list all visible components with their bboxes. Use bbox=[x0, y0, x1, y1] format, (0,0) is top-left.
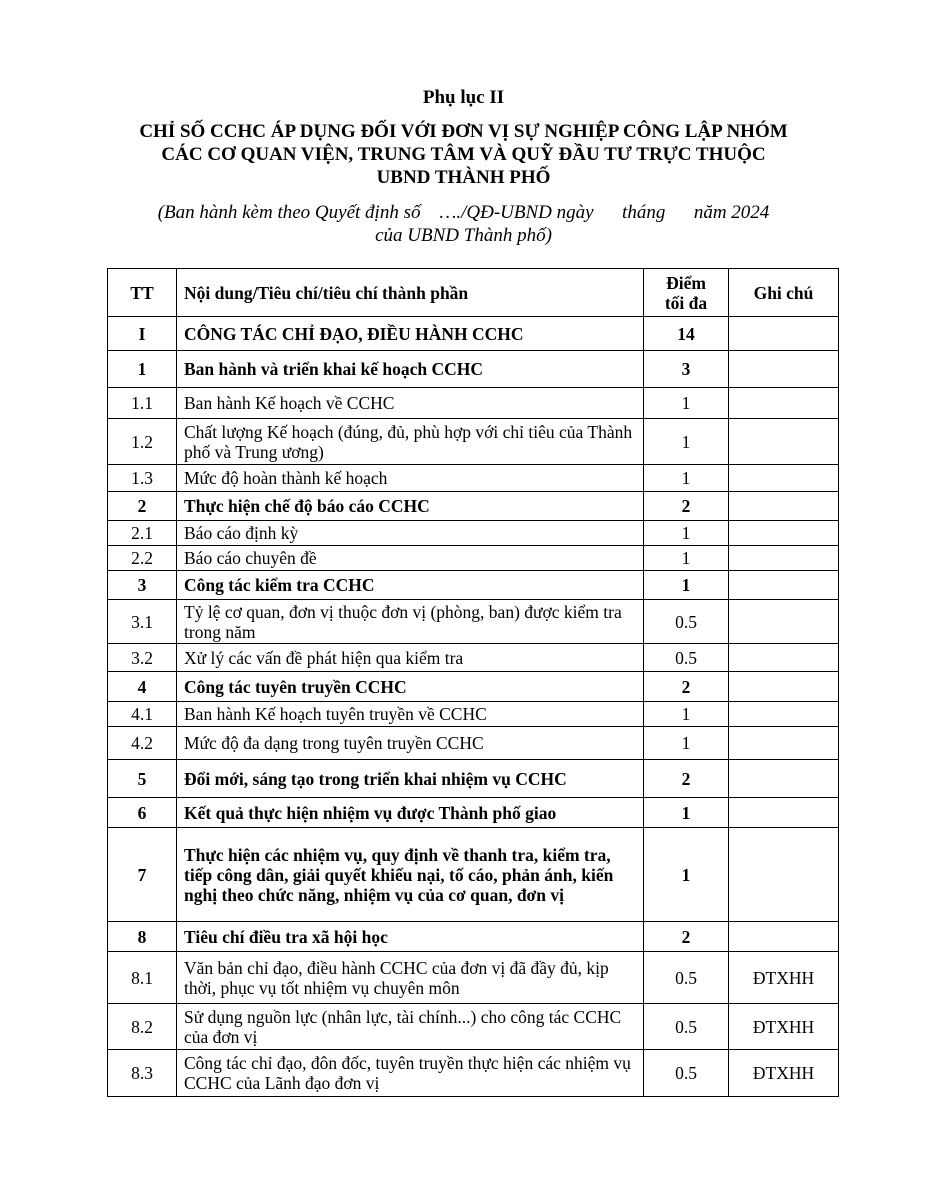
header-tt: TT bbox=[108, 269, 177, 317]
row-content-cell: Ban hành Kế hoạch về CCHC bbox=[177, 388, 644, 419]
row-content-cell: Báo cáo chuyên đề bbox=[177, 546, 644, 571]
row-score-cell: 1 bbox=[644, 727, 729, 760]
row-score-cell: 2 bbox=[644, 760, 729, 798]
row-tt-cell: 7 bbox=[108, 828, 177, 922]
row-content-cell: Tỷ lệ cơ quan, đơn vị thuộc đơn vị (phòng, ban) được kiểm tra trong năm bbox=[177, 600, 644, 644]
row-tt-cell: 4 bbox=[108, 672, 177, 702]
title-line: CÁC CƠ QUAN VIỆN, TRUNG TÂM VÀ QUỸ ĐẦU TƯ TRỰC THUỘC bbox=[161, 144, 766, 165]
row-content-cell: CÔNG TÁC CHỈ ĐẠO, ĐIỀU HÀNH CCHC bbox=[177, 317, 644, 351]
document-subtitle bbox=[100, 201, 827, 247]
row-content-cell: Công tác kiểm tra CCHC bbox=[177, 571, 644, 600]
row-score-cell: 0.5 bbox=[644, 952, 729, 1004]
row-content-cell: Công tác chỉ đạo, đôn đốc, tuyên truyền thực hiện các nhiệm vụ CCHC của Lãnh đạo đơn vị bbox=[177, 1050, 644, 1097]
row-content-cell: Kết quả thực hiện nhiệm vụ được Thành phố giao bbox=[177, 798, 644, 828]
table-row bbox=[108, 760, 839, 798]
row-score-cell: 1 bbox=[644, 388, 729, 419]
row-tt-cell: 2.1 bbox=[108, 521, 177, 546]
table-row bbox=[108, 1050, 839, 1097]
row-note-cell bbox=[729, 546, 839, 571]
row-score-cell: 0.5 bbox=[644, 1004, 729, 1050]
row-content-cell: Báo cáo định kỳ bbox=[177, 521, 644, 546]
row-score-cell: 1 bbox=[644, 702, 729, 727]
row-tt-cell: 1.3 bbox=[108, 465, 177, 492]
row-note-cell bbox=[729, 760, 839, 798]
row-score-cell: 14 bbox=[644, 317, 729, 351]
row-content-cell: Tiêu chí điều tra xã hội học bbox=[177, 922, 644, 952]
table-row bbox=[108, 798, 839, 828]
table-row bbox=[108, 351, 839, 388]
appendix-label: Phụ lục II bbox=[422, 87, 505, 108]
row-note-cell: ĐTXHH bbox=[729, 952, 839, 1004]
row-tt-cell: 4.2 bbox=[108, 727, 177, 760]
table-row bbox=[108, 317, 839, 351]
header-score-line: Điểm bbox=[666, 272, 706, 293]
table-row bbox=[108, 1004, 839, 1050]
row-tt-cell: 8.2 bbox=[108, 1004, 177, 1050]
header-note: Ghi chú bbox=[729, 269, 839, 317]
table-row bbox=[108, 492, 839, 521]
subtitle-line: (Ban hành kèm theo Quyết định số …./QĐ-UBND ngày tháng năm 2024 bbox=[157, 202, 770, 223]
row-score-cell: 1 bbox=[644, 571, 729, 600]
row-content-cell: Thực hiện các nhiệm vụ, quy định về thanh tra, kiểm tra, tiếp công dân, giải quyết khiếu nại, tố cáo, phản ánh, kiến nghị theo chức năng, nhiệm vụ của cơ quan, đơn vị bbox=[177, 828, 644, 922]
row-tt-cell: 2 bbox=[108, 492, 177, 521]
row-score-cell: 0.5 bbox=[644, 1050, 729, 1097]
row-note-cell bbox=[729, 351, 839, 388]
table-row bbox=[108, 644, 839, 672]
table-row bbox=[108, 546, 839, 571]
table-row bbox=[108, 388, 839, 419]
row-note-cell bbox=[729, 492, 839, 521]
row-score-cell: 0.5 bbox=[644, 600, 729, 644]
row-tt-cell: 3.2 bbox=[108, 644, 177, 672]
row-tt-cell: 5 bbox=[108, 760, 177, 798]
table-body bbox=[108, 317, 839, 1097]
row-note-cell bbox=[729, 419, 839, 465]
document-title bbox=[100, 120, 827, 189]
table-header-row bbox=[108, 269, 839, 317]
row-tt-cell: 1 bbox=[108, 351, 177, 388]
row-note-cell bbox=[729, 571, 839, 600]
row-content-cell: Sử dụng nguồn lực (nhân lực, tài chính...) cho công tác CCHC của đơn vị bbox=[177, 1004, 644, 1050]
table-row bbox=[108, 727, 839, 760]
row-content-cell: Thực hiện chế độ báo cáo CCHC bbox=[177, 492, 644, 521]
row-note-cell bbox=[729, 644, 839, 672]
row-score-cell: 0.5 bbox=[644, 644, 729, 672]
row-score-cell: 1 bbox=[644, 521, 729, 546]
row-note-cell bbox=[729, 317, 839, 351]
row-tt-cell: 8.1 bbox=[108, 952, 177, 1004]
table-row bbox=[108, 521, 839, 546]
row-score-cell: 1 bbox=[644, 828, 729, 922]
row-content-cell: Ban hành Kế hoạch tuyên truyền về CCHC bbox=[177, 702, 644, 727]
row-tt-cell: 8.3 bbox=[108, 1050, 177, 1097]
row-note-cell: ĐTXHH bbox=[729, 1050, 839, 1097]
header-score bbox=[644, 269, 729, 317]
table-row bbox=[108, 571, 839, 600]
row-note-cell bbox=[729, 388, 839, 419]
table-row bbox=[108, 828, 839, 922]
row-score-cell: 1 bbox=[644, 465, 729, 492]
row-note-cell bbox=[729, 600, 839, 644]
row-score-cell: 1 bbox=[644, 419, 729, 465]
row-note-cell bbox=[729, 798, 839, 828]
row-note-cell bbox=[729, 702, 839, 727]
row-tt-cell: 2.2 bbox=[108, 546, 177, 571]
row-note-cell bbox=[729, 672, 839, 702]
table-row bbox=[108, 702, 839, 727]
row-score-cell: 2 bbox=[644, 492, 729, 521]
row-score-cell: 3 bbox=[644, 351, 729, 388]
title-line: CHỈ SỐ CCHC ÁP DỤNG ĐỐI VỚI ĐƠN VỊ SỰ NGHIỆP CÔNG LẬP NHÓM bbox=[139, 121, 788, 142]
row-content-cell: Chất lượng Kế hoạch (đúng, đủ, phù hợp với chỉ tiêu của Thành phố và Trung ương) bbox=[177, 419, 644, 465]
table-row bbox=[108, 672, 839, 702]
table-row bbox=[108, 952, 839, 1004]
row-note-cell bbox=[729, 521, 839, 546]
subtitle-line: của UBND Thành phố) bbox=[375, 225, 552, 246]
row-score-cell: 2 bbox=[644, 922, 729, 952]
row-note-cell: ĐTXHH bbox=[729, 1004, 839, 1050]
row-content-cell: Mức độ hoàn thành kế hoạch bbox=[177, 465, 644, 492]
row-score-cell: 1 bbox=[644, 546, 729, 571]
row-note-cell bbox=[729, 828, 839, 922]
row-note-cell bbox=[729, 922, 839, 952]
row-content-cell: Xử lý các vấn đề phát hiện qua kiểm tra bbox=[177, 644, 644, 672]
row-tt-cell: 4.1 bbox=[108, 702, 177, 727]
header-score-line: tối đa bbox=[664, 292, 708, 313]
table-row bbox=[108, 419, 839, 465]
row-score-cell: 1 bbox=[644, 798, 729, 828]
table-row bbox=[108, 465, 839, 492]
row-tt-cell: I bbox=[108, 317, 177, 351]
row-tt-cell: 3.1 bbox=[108, 600, 177, 644]
row-content-cell: Công tác tuyên truyền CCHC bbox=[177, 672, 644, 702]
row-tt-cell: 8 bbox=[108, 922, 177, 952]
title-line: UBND THÀNH PHỐ bbox=[376, 167, 551, 188]
table-row bbox=[108, 600, 839, 644]
row-tt-cell: 1.2 bbox=[108, 419, 177, 465]
row-content-cell: Văn bản chỉ đạo, điều hành CCHC của đơn vị đã đầy đủ, kịp thời, phục vụ tốt nhiệm vụ chuyên môn bbox=[177, 952, 644, 1004]
row-score-cell: 2 bbox=[644, 672, 729, 702]
criteria-table bbox=[107, 268, 839, 1097]
header-content: Nội dung/Tiêu chí/tiêu chí thành phần bbox=[177, 269, 644, 317]
row-content-cell: Mức độ đa dạng trong tuyên truyền CCHC bbox=[177, 727, 644, 760]
table-row bbox=[108, 922, 839, 952]
row-note-cell bbox=[729, 465, 839, 492]
row-note-cell bbox=[729, 727, 839, 760]
row-tt-cell: 3 bbox=[108, 571, 177, 600]
row-content-cell: Đổi mới, sáng tạo trong triển khai nhiệm vụ CCHC bbox=[177, 760, 644, 798]
row-content-cell: Ban hành và triển khai kế hoạch CCHC bbox=[177, 351, 644, 388]
row-tt-cell: 1.1 bbox=[108, 388, 177, 419]
row-tt-cell: 6 bbox=[108, 798, 177, 828]
